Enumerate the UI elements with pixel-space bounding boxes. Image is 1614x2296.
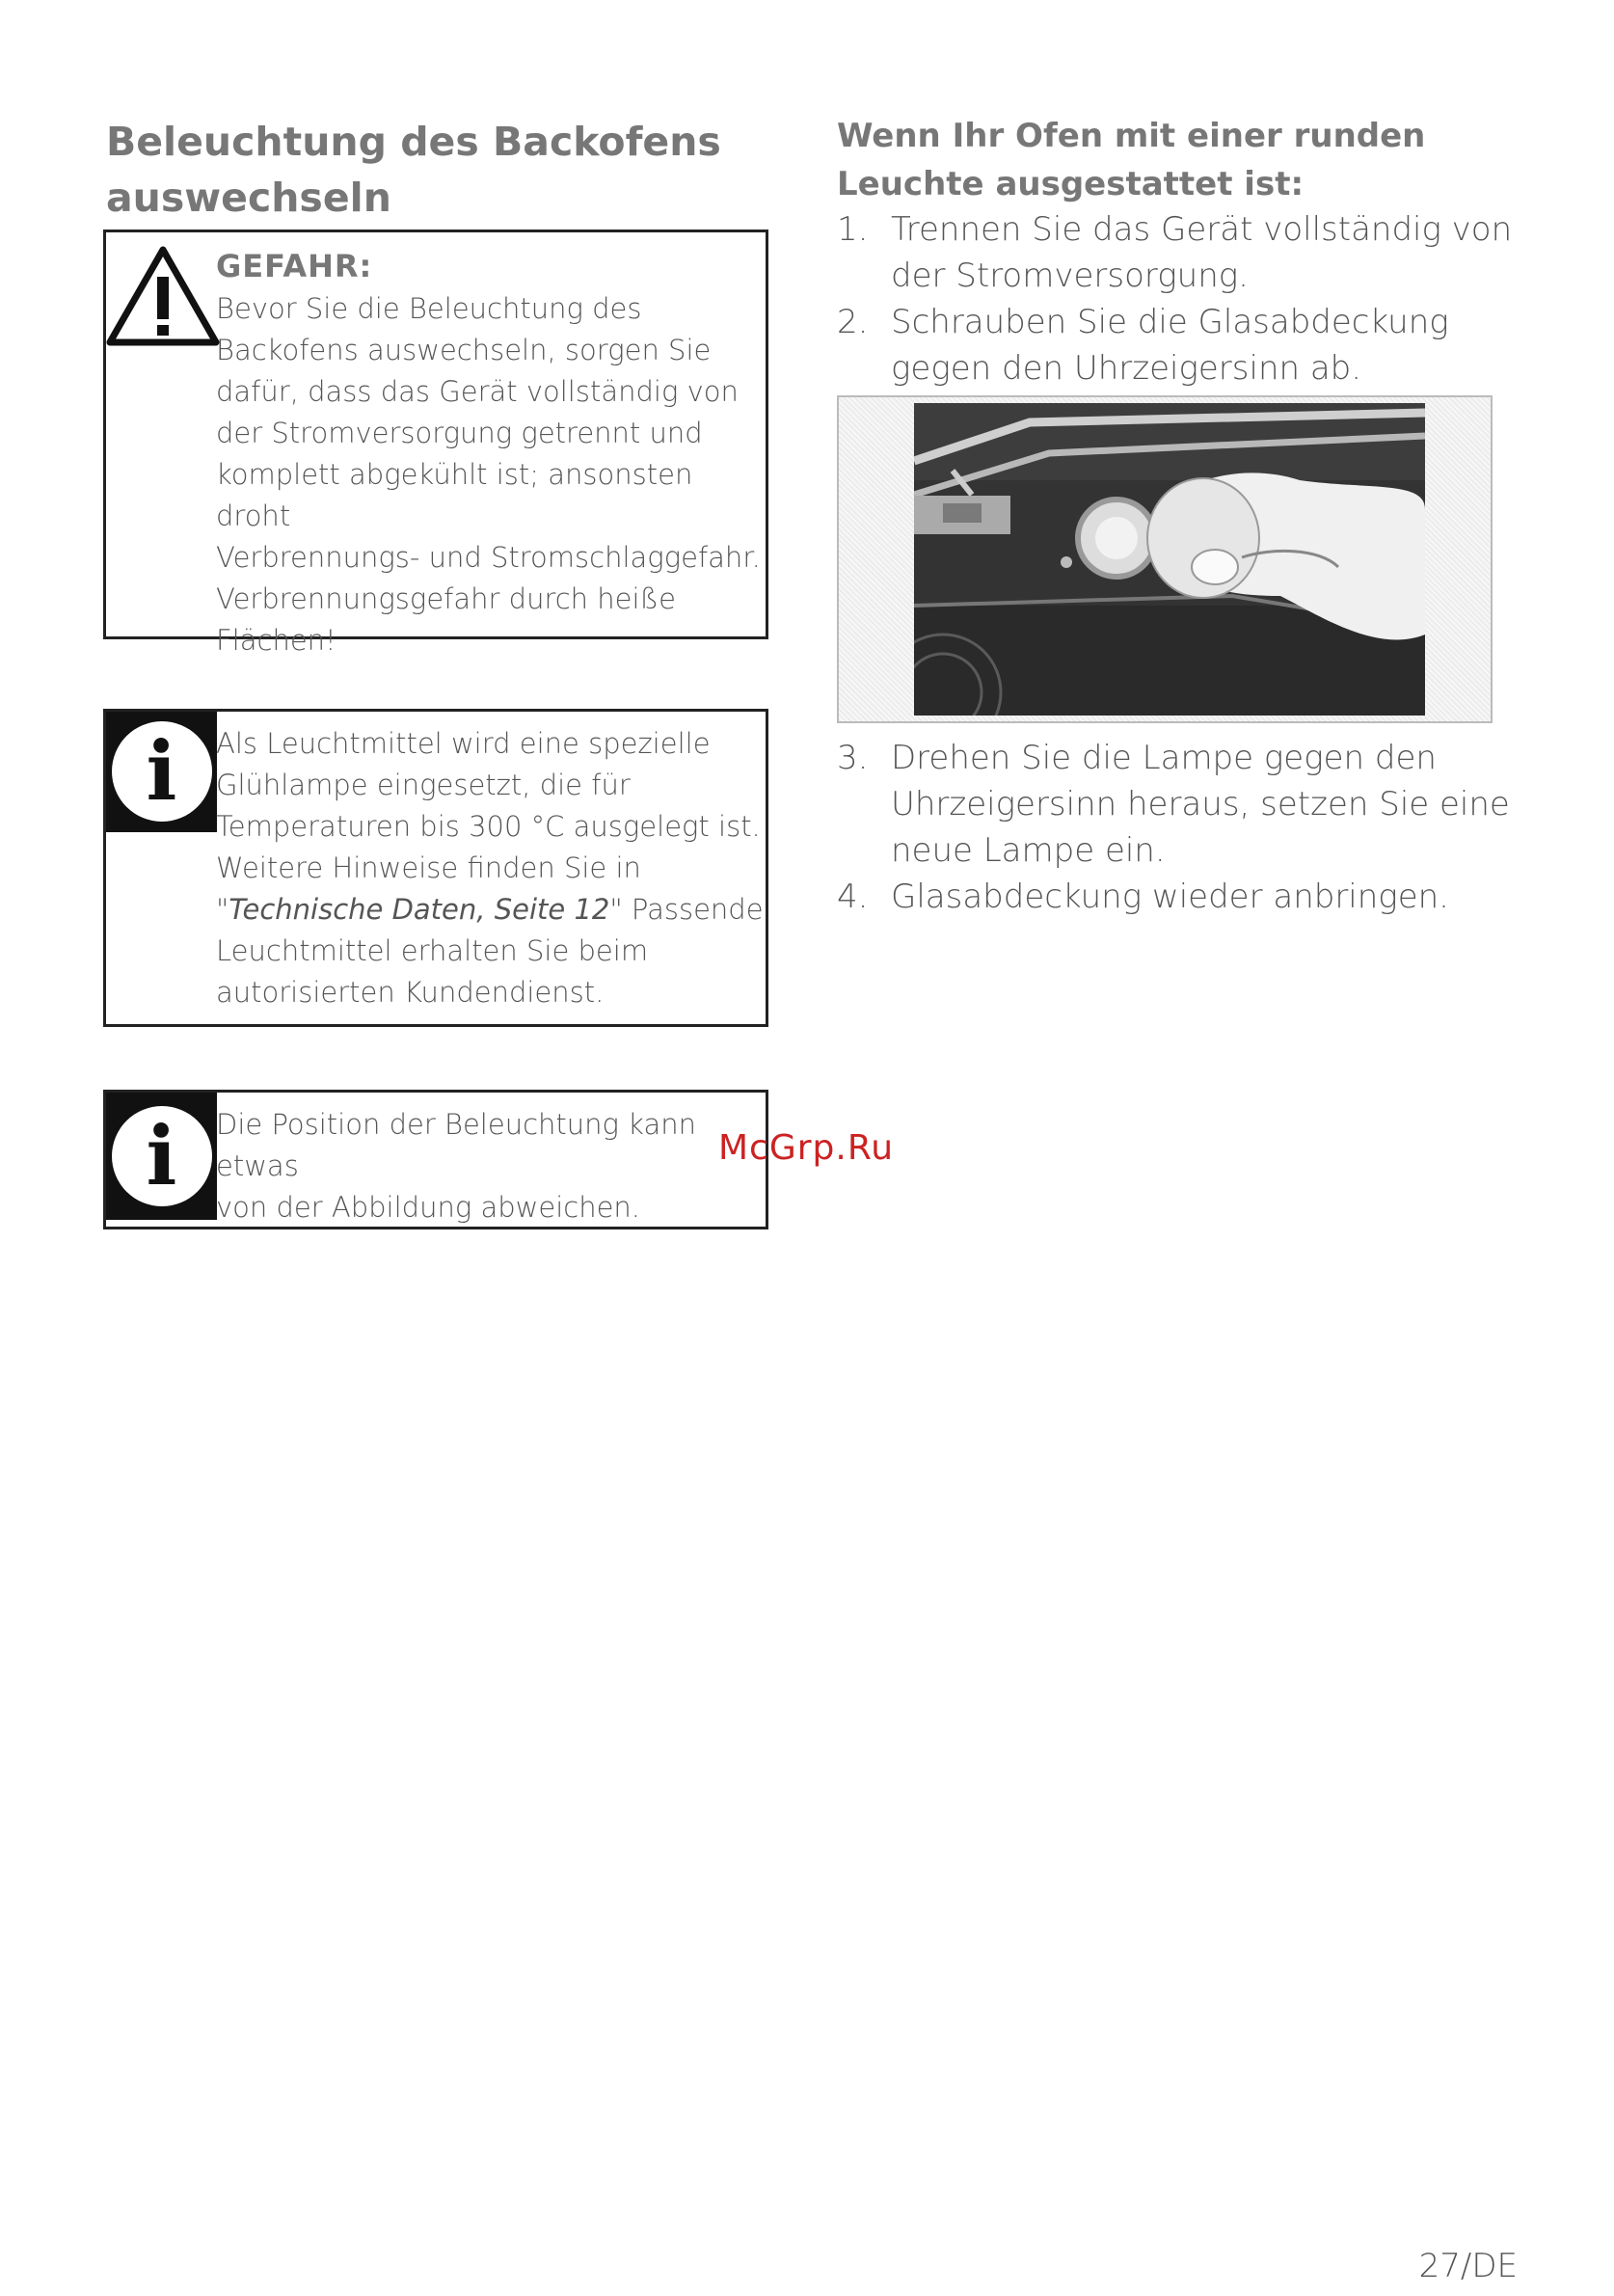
danger-line: Verbrennungsgefahr durch heiße <box>216 582 677 615</box>
danger-title: GEFAHR: <box>216 248 373 284</box>
danger-line: Verbrennungs- und Stromschlaggefahr. <box>216 541 761 574</box>
info-box-lamp <box>103 709 768 1027</box>
step-item: 2. Schrauben Sie die Glasabdeckung gegen den Uhrzeigersinn ab. <box>837 303 1449 388</box>
danger-box <box>103 230 768 657</box>
section-heading <box>106 114 781 226</box>
step-item: 3. Drehen Sie die Lampe gegen den Uhrzeigersinn heraus, setzen Sie eine neue Lampe ein. <box>837 739 1510 870</box>
danger-line: komplett abgekühlt ist; ansonsten droht <box>216 458 693 532</box>
danger-line: dafür, dass das Gerät vollständig von <box>216 375 739 408</box>
step-item: 4. Glasabdeckung wieder anbringen. <box>837 878 1449 916</box>
oven-lamp-illustration <box>914 403 1425 716</box>
reference-link-technical-data: Technische Daten, Seite 12 <box>229 893 610 926</box>
info-icon: i <box>106 712 217 832</box>
info-text-lamp: Als Leuchtmittel wird eine spezielle Glühlampe eingesetzt, die für Temperaturen bis 300 °C ausgelegt ist. Weitere Hinweise finden Sie in "Technische Daten, Seite 12" Passende Leuchtmittel erhalten Sie beim autorisierten Kundendienst. <box>216 727 764 1009</box>
watermark: McGrp.Ru <box>718 1128 895 1168</box>
info-text-position: Die Position der Beleuchtung kann etwas von der Abbildung abweichen. <box>216 1108 696 1224</box>
round-lamp-subheading: Wenn Ihr Ofen mit einer runden Leuchte ausgestattet ist: <box>837 117 1426 203</box>
steps-list-a <box>837 206 1570 392</box>
section-heading-line1: Beleuchtung des Backofens <box>106 119 721 165</box>
danger-text <box>216 244 766 662</box>
danger-line: Backofens auswechseln, sorgen Sie <box>216 334 712 366</box>
warning-triangle-icon <box>106 246 220 346</box>
section-heading-line2: auswechseln <box>106 175 391 221</box>
page-number: 27/DE <box>1418 2247 1518 2285</box>
danger-line: Bevor Sie die Beleuchtung des <box>216 292 642 325</box>
danger-line: der Stromversorgung getrennt und <box>216 417 703 449</box>
info-box-position <box>103 1090 768 1229</box>
oven-lamp-photo <box>837 395 1493 723</box>
info-icon: i <box>106 1093 217 1220</box>
step-item: 1. Trennen Sie das Gerät vollständig von der Stromversorgung. <box>837 210 1513 295</box>
steps-list-b <box>837 735 1570 920</box>
danger-line: Flächen! <box>216 624 336 657</box>
